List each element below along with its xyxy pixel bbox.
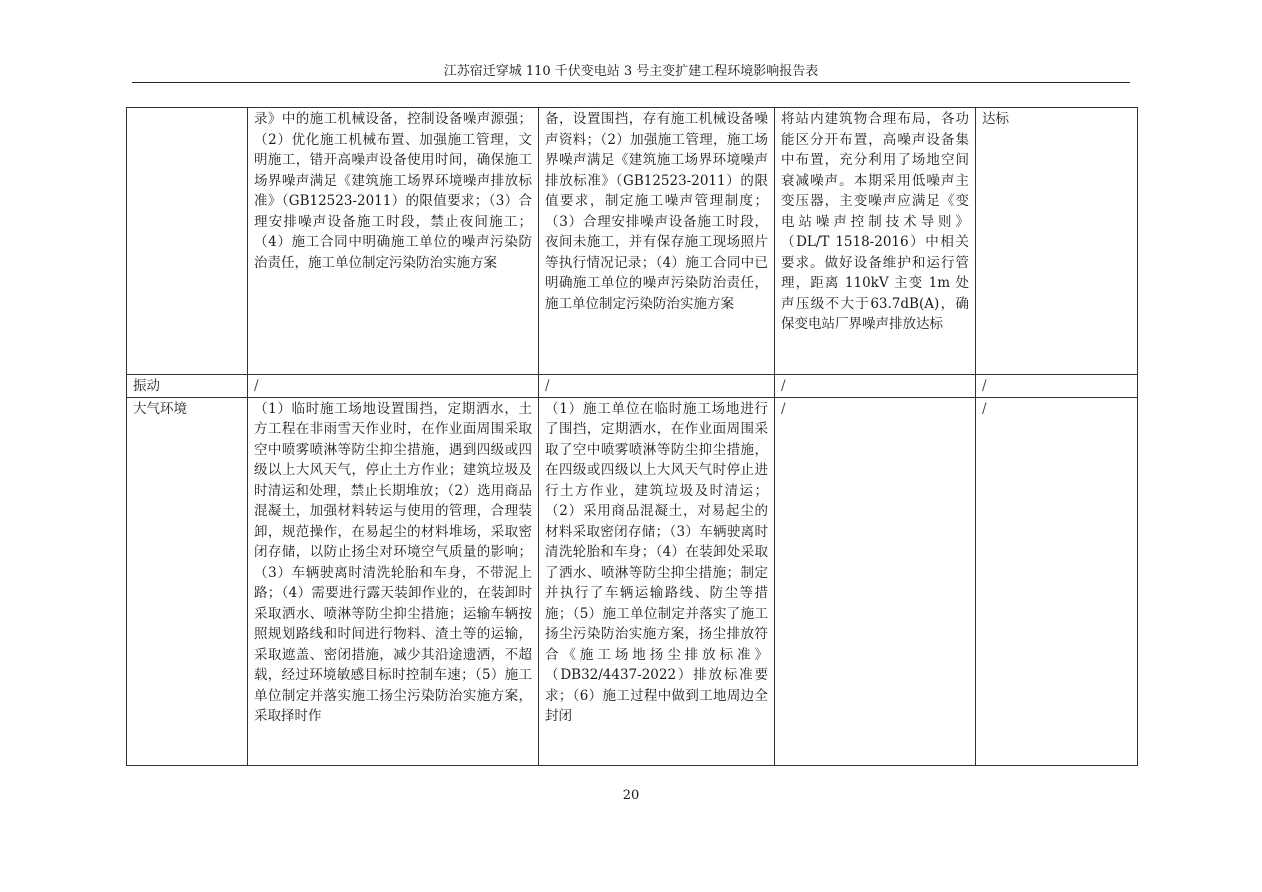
vibration-col1-cell: / <box>248 375 539 398</box>
air-design-measures-cell: （1）临时施工场地设置围挡，定期洒水，土方工程在非雨雪天作业时，在作业面周围采取空中喷雾喷淋等防尘抑尘措施，遇到四级或四级以上大风天气，停止土方作业；建筑垃圾及时清运和处理，禁止长期堆放；（2）选用商品混凝土，加强材料转运与使用的管理，合理装卸，规范操作，在易起尘的材料堆场，采取密闭存储，以防止扬尘对环境空气质量的影响；（3）车辆驶离时清洗轮胎和车身，不带泥上路；（4）需要进行露天装卸作业的，在装卸时采取洒水、喷淋等防尘抑尘措施；运输车辆按照规划路线和时间进行物料、渣土等的运输，采取遮盖、密闭措施，减少其沿途遗洒，不超载，经过环境敏感目标时控制车速；（5）施工单位制定并落实施工扬尘污染防治实施方案，采取择时作 <box>248 397 539 765</box>
table-row-noise <box>127 108 1138 375</box>
page-number: 20 <box>622 788 640 803</box>
air-category-cell: 大气环境 <box>127 397 248 765</box>
table-row-vibration <box>127 375 1138 398</box>
vibration-col3-cell: / <box>775 375 976 398</box>
header-title: 江苏宿迁穿城 110 千伏变电站 3 号主变扩建工程环境影响报告表 <box>443 64 819 79</box>
vibration-col2-cell: / <box>539 375 775 398</box>
vibration-col4-cell: / <box>976 375 1138 398</box>
air-construction-implementation-cell: （1）施工单位在临时施工场地进行了围挡，定期洒水，在作业面周围采取了空中喷雾喷淋等防尘抑尘措施，在四级或四级以上大风天气时停止进行土方作业，建筑垃圾及时清运；（2）采用商品混凝土，对易起尘的材料采取密闭存储；（3）车辆驶离时清洗轮胎和车身；（4）在装卸处采取了洒水、喷淋等防尘抑尘措施；制定并执行了车辆运输路线、防尘等措施；（5）施工单位制定并落实了施工扬尘污染防治实施方案，扬尘排放符合《施工场地扬尘排放标准》（DB32/4437-2022）排放标准要求；（6）施工过程中做到工地周边全封闭 <box>539 397 775 765</box>
air-col3-cell: / <box>775 397 976 765</box>
report-table <box>126 107 1138 766</box>
vibration-category-cell: 振动 <box>127 375 248 398</box>
noise-result-cell: 达标 <box>976 108 1138 375</box>
table-row-air <box>127 397 1138 765</box>
air-col4-cell: / <box>976 397 1138 765</box>
noise-category-cell <box>127 108 248 375</box>
header-rule <box>132 82 1130 83</box>
noise-operation-measures-cell: 将站内建筑物合理布局，各功能区分开布置，高噪声设备集中布置，充分利用了场地空间衰减噪声。本期采用低噪声主变压器，主变噪声应满足《变电站噪声控制技术导则》（DL/T 1518-2016）中相关要求。做好设备维护和运行管理，距离 110kV 主变 1m 处声压级不大于63.7dB(A)，确保变电站厂界噪声排放达标 <box>775 108 976 375</box>
noise-construction-implementation-cell: 备，设置围挡，存有施工机械设备噪声资料；（2）加强施工管理，施工场界噪声满足《建筑施工场界环境噪声排放标准》（GB12523-2011）的限值要求，制定施工噪声管理制度；（3）合理安排噪声设备施工时段，夜间未施工，并有保存施工现场照片等执行情况记录；（4）施工合同中已明确施工单位的噪声污染防治责任，施工单位制定污染防治实施方案 <box>539 108 775 375</box>
noise-design-measures-cell: 录》中的施工机械设备，控制设备噪声源强；（2）优化施工机械布置、加强施工管理，文明施工，错开高噪声设备使用时间，确保施工场界噪声满足《建筑施工场界环境噪声排放标准》（GB12523-2011）的限值要求；（3）合理安排噪声设备施工时段，禁止夜间施工；（4）施工合同中明确施工单位的噪声污染防治责任，施工单位制定污染防治实施方案 <box>248 108 539 375</box>
